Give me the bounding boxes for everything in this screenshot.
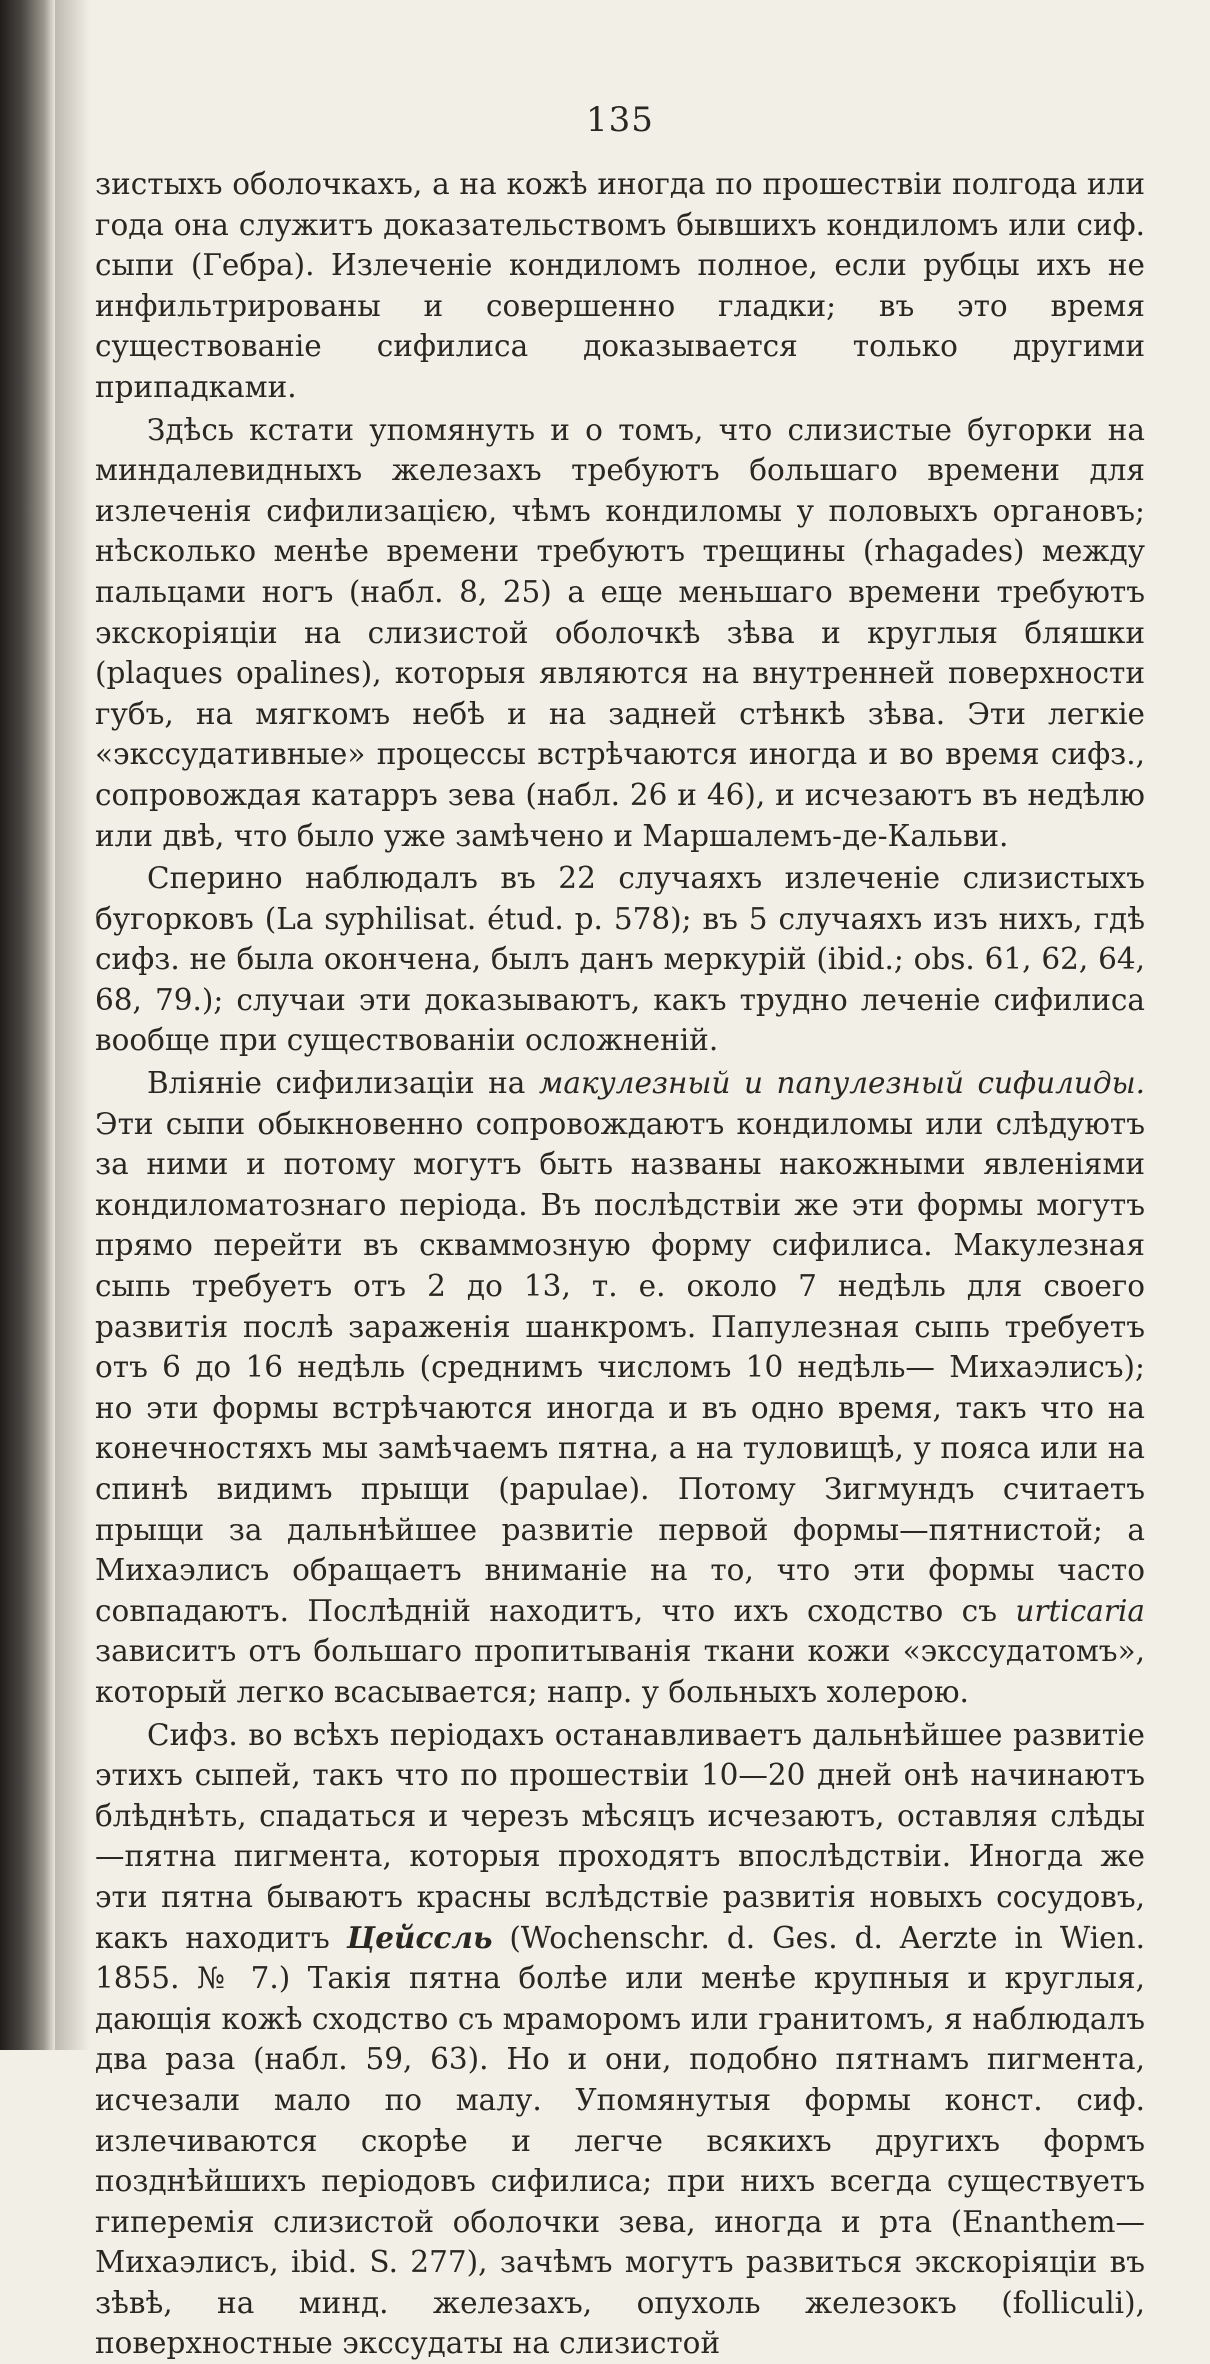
page-number: 135 [586,100,654,140]
text-run: зистыхъ оболочкахъ, а на кожѣ иногда по прошествіи полгода или года она служитъ доказательствомъ бывшихъ кондиломъ или сиф. сыпи (Гебра). Излеченіе кондиломъ полное, если рубцы ихъ не инфильтрированы и совершенно гладки; въ это время существованіе сифилиса доказывается только другими припадками. [95,167,1145,404]
text-run: зависитъ отъ большаго пропитыванія ткани кожи «экссудатомъ», который легко всасывается; напр. у больныхъ холерою. [95,1634,1145,1709]
text-run: Вліяніе сифилизаціи на [147,1066,539,1101]
book-page [95,100,1145,2361]
paragraph [95,164,1145,408]
text-run: (Wochenschr. d. Ges. d. Aerzte in Wien. 1855. № 7.) Такія пятна болѣе или менѣе крупныя и круглыя, дающія кожѣ сходство съ мраморомъ или гранитомъ, я наблюдалъ два раза (набл. 59, 63). Но и они, подобно пятнамъ пигмента, исчезали мало по малу. Упомянутыя формы конст. сиф. излечиваются скорѣе и легче всякихъ другихъ формъ позднѣйшихъ періодовъ сифилиса; при нихъ всегда существуетъ гиперемія слизистой оболочки зева, иногда и рта (Enanthem—Михаэлисъ, ibid. S. 277), зачѣмъ могутъ развиться экскоріяціи въ зѣвѣ, на минд. железахъ, опухоль железокъ (folliculi), поверхностные экссудаты на слизистой [95,1920,1145,2361]
paragraph [95,410,1145,857]
emphasized-term: макулезный и папулезный сифилиды. [538,1066,1145,1101]
text-run: Здѣсь кстати упомянуть и о томъ, что слизистые бугорки на миндалевидныхъ железахъ требуютъ большаго времени для излеченія сифилизацією, чѣмъ кондиломы у половыхъ органовъ; нѣсколько менѣе времени требуютъ трещины (rhagades) между пальцами ногъ (набл. 8, 25) а еще меньшаго времени требуютъ экскоріяціи на слизистой оболочкѣ зѣва и круглыя бляшки (plaques opalines), которыя являются на внутренней поверхности губъ, на мягкомъ небѣ и на задней стѣнкѣ зѣва. Эти легкіе «экссудативные» процессы встрѣчаются иногда и во время сифз., сопровождая катарръ зева (набл. 26 и 46), и исчезаютъ въ недѣлю или двѣ, что было уже замѣчено и Маршалемъ-де-Кальви. [95,412,1145,853]
book-spine-shadow [0,0,55,2050]
text-run: Эти сыпи обыкновенно сопровождаютъ кондиломы или слѣдуютъ за ними и потому могутъ быть названы накожными явленіями кондиломатознаго періода. Въ послѣдствіи же эти формы могутъ прямо перейти въ скваммозную форму сифилиса. Макулезная сыпь требуетъ отъ 2 до 13, т. е. около 7 недѣль для своего развитія послѣ зараженія шанкромъ. Папулезная сыпь требуетъ отъ 6 до 16 недѣль (среднимъ числомъ 10 недѣль— Михаэлисъ); но эти формы встрѣчаются иногда и въ одно время, такъ что на конечностяхъ мы замѣчаемъ пятна, а на туловищѣ, у пояса или на спинѣ видимъ прыщи (papulae). Потому Зигмундъ считаетъ прыщи за дальнѣйшее развитіе первой формы—пятнистой; а Михаэлисъ обращаетъ вниманіе на то, что эти формы часто совпадаютъ. Послѣдній находитъ, что ихъ сходство съ [95,1106,1145,1628]
emphasized-term: urticaria [1015,1593,1145,1628]
gutter-shadow [55,0,90,2050]
text-run: Сифз. во всѣхъ періодахъ останавливаетъ дальнѣйшее развитіе этихъ сыпей, такъ что по прошествіи 10—20 дней онѣ начинаютъ блѣднѣть, спадаться и черезъ мѣсяцъ исчезаютъ, оставляя слѣды—пятна пигмента, которыя проходятъ впослѣдствіи. Иногда же эти пятна бываютъ красны вслѣдствіе развитія новыхъ сосудовъ, какъ находитъ [95,1717,1145,1955]
author-name: Цейссль [346,1919,493,1955]
paragraph [95,1063,1145,1713]
paragraph [95,1715,1145,2364]
paragraph [95,858,1145,1061]
text-run: Сперино наблюдалъ въ 22 случаяхъ излеченіе слизистыхъ бугорковъ (La syphilisat. étud. p. 578); въ 5 случаяхъ изъ нихъ, гдѣ сифз. не была окончена, былъ данъ меркурій (ibid.; obs. 61, 62, 64, 68, 79.); случаи эти доказываютъ, какъ трудно леченіе сифилиса вообще при существованіи осложненій. [95,861,1145,1058]
page-body-text [95,164,1145,2364]
